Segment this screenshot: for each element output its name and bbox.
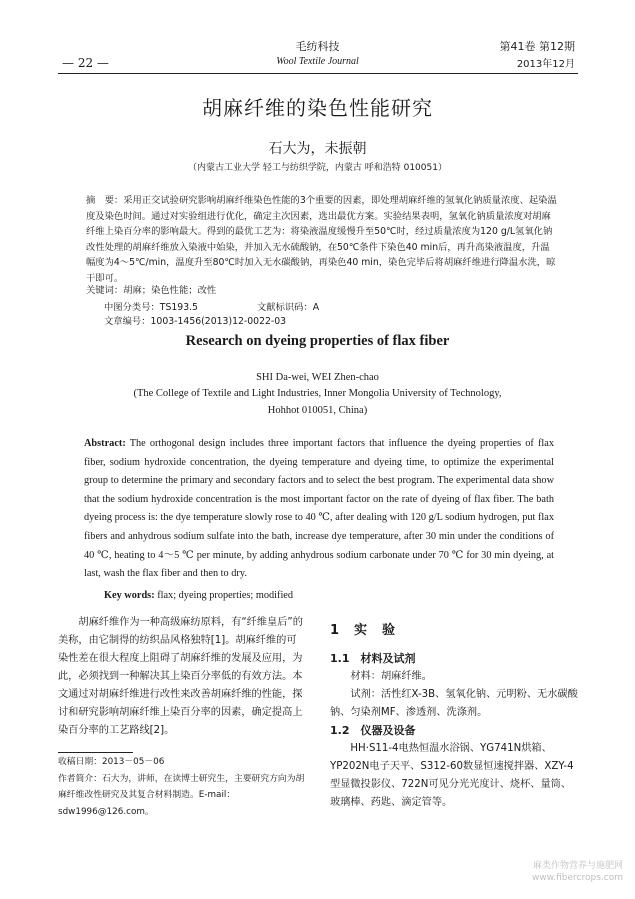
watermark-cn: 麻类作物营养与施肥网 <box>532 861 623 871</box>
footnote-author: 作者简介：石大为，讲师，在读博士研究生，主要研究方向为胡麻纤维改性研究及其复合材料制造。E-mail：sdw1996@126.com。 <box>58 773 305 817</box>
english-keywords <box>104 590 293 601</box>
authors: 石大为，未振朝 <box>268 141 367 157</box>
cn-keywords: 关键词：胡麻；染色性能；改性 <box>86 285 217 296</box>
english-authors: SHI Da-wei, WEI Zhen-chao <box>256 372 379 383</box>
english-affiliation-line2: Hohhot 010051, China) <box>267 405 368 416</box>
footnote <box>58 754 308 820</box>
footnote-received: 收稿日期：2013－05－06 <box>58 757 165 767</box>
section-heading-experiment: 1 实 验 <box>330 623 397 638</box>
watermark-en: www.fibercrops.com <box>532 873 623 883</box>
watermark <box>532 860 623 884</box>
footnote-rule <box>58 752 133 753</box>
instruments-text: HH·S11-4电热恒温水浴锅、YG741N烘箱、YP202N电子天平、S312-60数显恒速搅拌器、XZY-4型显微投影仪、722N可见分光光度计、烧杯、量筒、玻璃棒、药匙、滴定管等。 <box>330 743 574 808</box>
section-heading-materials: 1.1 材料及试剂 <box>330 652 416 665</box>
abstract-label: Abstract: <box>84 438 126 449</box>
issue-date: 2013年12月 <box>516 59 575 70</box>
intro-column <box>58 614 306 740</box>
journal-name-en: Wool Textile Journal <box>276 56 359 67</box>
reagents-text: 试剂：活性红X-3B、氢氧化钠、元明粉、无水碳酸钠、匀染剂MF、渗透剂、洗涤剂。 <box>330 689 578 718</box>
english-keywords-text: flax; dyeing properties; modified <box>154 590 294 601</box>
clc-number: 中图分类号：TS193.5 <box>104 302 198 313</box>
article-number: 文章编号：1003-1456(2013)12-0022-03 <box>104 316 287 327</box>
issue-volume: 第41卷 第12期 <box>499 40 575 53</box>
cn-abstract-text: 摘 要：采用正交试验研究影响胡麻纤维染色性能的3个重要的因素，即处理胡麻纤维的氢氧化钠质量浓度、起染温度及染色时间。通过对实验组进行优化，确定主次因素，选出最优方案。实验结果表明，氢氧化钠质量浓度对胡麻纤维上染百分率的影响最大。得到的最优工艺为：将染液温度缓慢升至50℃时，经过质量浓度为120 g/L氢氧化钠改性处理的胡麻纤维放入染液中始染，并加入无水硫酸钠，在50℃条件下染色40 min后，再升高染液温度，升温幅度为4～5℃/min，温度升至80℃时加入无水碳酸钠，再染色40 min，染色完毕后将胡麻纤维进行降温水洗，晾干即可。 <box>86 195 557 284</box>
experiment-column <box>330 622 580 812</box>
affiliation: （内蒙古工业大学 轻工与纺织学院，内蒙古 呼和浩特 010051） <box>188 163 447 173</box>
english-abstract <box>84 435 554 584</box>
journal-name-cn: 毛纺科技 <box>295 40 340 53</box>
section-heading-instruments: 1.2 仪器及设备 <box>330 724 416 737</box>
english-abstract-text: The orthogonal design includes three important factors that influence the dyeing properties of flax fiber, sodium hydroxide concentration, the dyeing temperature and dyeing time, to optimize the experimental group to determine the primary and secondary factors and to select the best program. The experimental data show that the sodium hydroxide concentration is the most important factor on the rate of dyeing of flax fiber. The bath dyeing process is: the dye temperature slowly rose to 40 ℃, after dealing with 120 g/L sodium hydrogen, put flax fibers and anhydrous sodium sulfate into the bath, increase dye temperature, after 30 min under the conditions of 40 ℃, heating to 4～5 ℃ per minute, by adding anhydrous sodium carbonate under 70 ℃ for 30 min dyeing, at last, wash the flax fiber and then to dry. <box>84 438 554 580</box>
cn-abstract <box>86 193 558 287</box>
article-title: 胡麻纤维的染色性能研究 <box>202 96 433 120</box>
document-code: 文献标识码：A <box>256 302 320 313</box>
keywords-label: Key words: <box>104 590 155 601</box>
english-title: Research on dyeing properties of flax fiber <box>185 333 450 349</box>
materials-text: 材料：胡麻纤维。 <box>350 671 432 682</box>
header-rule <box>58 73 578 74</box>
intro-paragraph: 胡麻纤维作为一种高级麻纺原料，有“纤维皇后”的美称，由它制得的纺织品风格独特[1]。胡麻纤维的可染性差在很大程度上阻碍了胡麻纤维的发展及应用，为此，必须找到一种解决其上染百分率低的有效方法。本文通过对胡麻纤维进行改性来改善胡麻纤维的性能，探讨和研究影响胡麻纤维上染百分率的因素，确定提高上染百分率的工艺路线[2]。 <box>58 617 303 736</box>
classification-line <box>104 299 544 327</box>
english-affiliation-line1: (The College of Textile and Light Industries, Inner Mongolia University of Technology, <box>133 388 502 399</box>
page-number: — 22 — <box>62 56 109 70</box>
